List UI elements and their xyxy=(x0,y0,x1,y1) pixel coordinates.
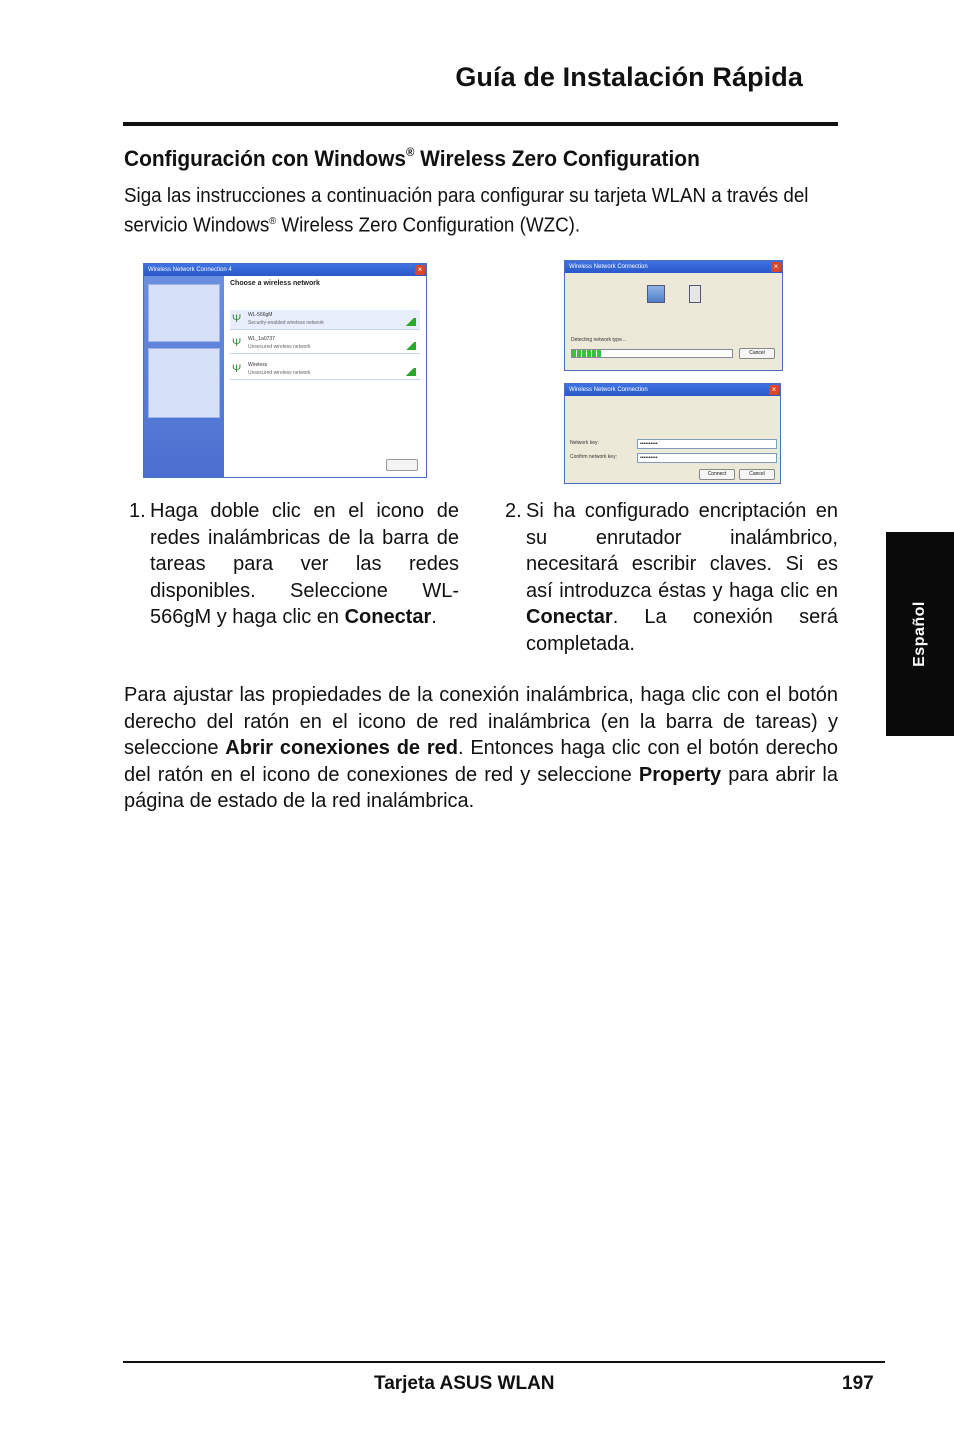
network-row xyxy=(230,310,420,330)
page-header-title: Guía de Instalación Rápida xyxy=(455,62,803,92)
network-name: WL_1a0737 xyxy=(248,336,275,342)
step-1 xyxy=(129,498,459,631)
wireless-antenna-icon: Ψ xyxy=(232,313,242,325)
step-text-bold: Conectar xyxy=(344,606,432,628)
properties-paragraph xyxy=(124,682,838,815)
close-icon: × xyxy=(769,385,779,395)
close-icon: × xyxy=(415,265,425,275)
page-number: 197 xyxy=(842,1373,874,1394)
network-row xyxy=(230,334,420,354)
paragraph-text: para abrir la página de estado de la red inalámbrica. xyxy=(124,763,838,812)
confirm-key-field: •••••••••• xyxy=(637,453,777,463)
step-text xyxy=(150,498,459,631)
section-heading xyxy=(124,146,802,172)
language-side-tab xyxy=(886,532,954,736)
router-icon xyxy=(689,285,701,303)
field-label: Confirm network key: xyxy=(570,454,617,460)
paragraph-bold: Abrir conexiones de red xyxy=(225,737,458,759)
window-titlebar: Wireless Network Connection 4 xyxy=(144,264,426,276)
network-tasks-box xyxy=(148,284,220,342)
screenshot-choose-network xyxy=(143,263,427,478)
signal-strength-icon xyxy=(404,368,416,376)
network-key-field: •••••••••• xyxy=(637,439,777,449)
intro-text-end: Wireless Zero Configuration (WZC). xyxy=(276,214,581,237)
step-2 xyxy=(505,498,838,657)
computer-icon xyxy=(647,285,665,303)
footer-title: Tarjeta ASUS WLAN xyxy=(374,1373,555,1394)
section-heading-text-end: Wireless Zero Configuration xyxy=(414,146,700,171)
network-row xyxy=(230,360,420,380)
step-text xyxy=(526,498,838,657)
signal-strength-icon xyxy=(404,342,416,350)
screenshot-connecting xyxy=(564,260,783,371)
related-tasks-box xyxy=(148,348,220,418)
intro-paragraph xyxy=(124,183,838,239)
close-icon: × xyxy=(771,262,781,272)
paragraph-bold: Property xyxy=(638,763,722,786)
screenshot-network-key xyxy=(564,383,781,484)
registered-mark: ® xyxy=(269,216,277,227)
step-text-start: Haga doble clic en el icono de redes inalámbricas de la barra de tareas para ver las redes disponibles. Seleccione WL-566gM y haga clic en xyxy=(150,500,459,628)
network-name: Wireless xyxy=(248,362,268,368)
network-name: WL-566gM xyxy=(248,312,273,318)
footer-rule xyxy=(123,1361,885,1363)
step-number: 1. xyxy=(129,500,146,522)
registered-mark: ® xyxy=(405,144,415,159)
intro-text: Siga las instrucciones a continuación para configurar su tarjeta WLAN a través del servicio Windows xyxy=(124,185,809,237)
step-number: 2. xyxy=(505,500,522,522)
panel-heading: Choose a wireless network xyxy=(230,280,320,287)
language-label: Español xyxy=(911,601,928,667)
window-titlebar: Wireless Network Connection xyxy=(565,261,782,273)
section-heading-text: Configuración con Windows xyxy=(124,146,406,171)
network-desc: Security-enabled wireless network xyxy=(248,320,324,326)
step-text-start: Si ha configurado encriptación en su enrutador inalámbrico, necesitará escribir claves. Si es así introduzca éstas y haga clic en xyxy=(526,500,838,602)
progress-fill xyxy=(572,350,602,357)
progress-bar xyxy=(571,349,733,358)
step-text-end: . La conexión será completada. xyxy=(526,606,838,655)
cancel-button: Cancel xyxy=(739,348,775,359)
field-label: Network key: xyxy=(570,440,599,446)
network-tasks-sidebar xyxy=(144,276,224,477)
step-text-bold: Conectar xyxy=(526,606,613,628)
connect-button xyxy=(386,459,418,471)
wireless-antenna-icon: Ψ xyxy=(232,337,242,349)
step-text-end: . xyxy=(431,606,437,628)
network-desc: Unsecured wireless network xyxy=(248,344,311,350)
paragraph-text: Para ajustar las propiedades de la conexión inalámbrica, haga clic con el botón derecho del ratón en el icono de red inalámbrica (en la barra de tareas) y seleccione xyxy=(124,684,838,759)
signal-strength-icon xyxy=(404,318,416,326)
connect-button: Connect xyxy=(699,469,735,480)
paragraph-text: . Entonces haga clic con el botón derecho del ratón en el icono de conexiones de red y seleccione xyxy=(124,737,838,786)
cancel-button: Cancel xyxy=(739,469,775,480)
network-desc: Unsecured wireless network xyxy=(248,370,311,376)
status-text: Detecting network type... xyxy=(571,337,627,343)
wireless-antenna-icon: Ψ xyxy=(232,363,242,375)
window-titlebar: Wireless Network Connection xyxy=(565,384,780,396)
header-rule xyxy=(123,122,838,126)
